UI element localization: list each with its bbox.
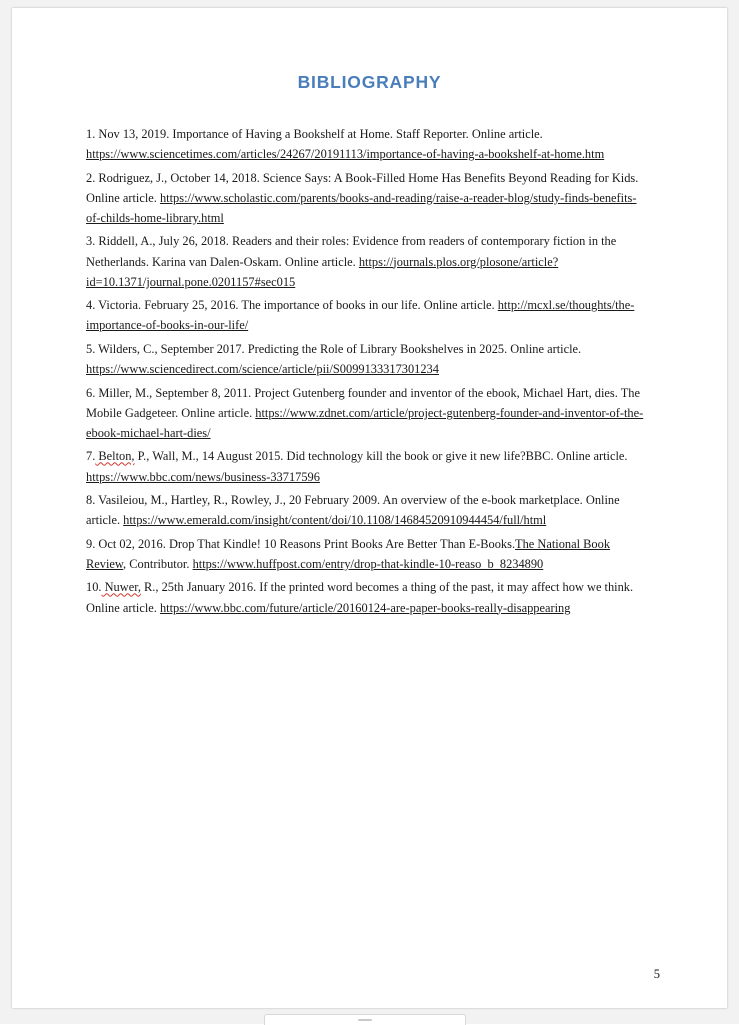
entry-text: Victoria. February 25, 2016. The importance of books in our life. Online article. (95, 298, 498, 313)
bibliography-entry (86, 534, 649, 574)
citation-link[interactable]: http://mcxl.se/thoughts/the-importance-of-books-in-our-life/ (86, 298, 635, 333)
entry-number: 2. (86, 170, 96, 185)
scroll-nub-icon (358, 1019, 372, 1021)
entry-text: Vasileiou, M., Hartley, R., Rowley, J., 20 February 2009. An overview of the e-book marketplace. Online article. (86, 493, 620, 528)
entry-text: Riddell, A., July 26, 2018. Readers and their roles: Evidence from readers of contemporary fiction in the Netherlands. Karina van Dalen-Oskam. Online article. (86, 234, 617, 269)
bibliography-list (86, 124, 649, 621)
next-page-edge (264, 1014, 466, 1025)
citation-link[interactable]: https://www.emerald.com/insight/content/doi/10.1108/14684520910944454/full/html (123, 513, 547, 528)
source-name: The National Book Review (86, 536, 611, 571)
entry-text: R., 25th January 2016. If the printed word becomes a thing of the past, it may affect how we think. Online article. (86, 580, 634, 615)
entry-number: 1. (86, 127, 96, 141)
bibliography-entry (86, 168, 649, 228)
bibliography-entry (86, 383, 649, 443)
citation-link[interactable]: https://www.zdnet.com/article/project-gutenberg-founder-and-inventor-of-the-ebook-michael-hart-dies/ (86, 405, 644, 440)
entry-number: 5. (86, 341, 96, 356)
citation-link[interactable]: https://www.sciencedirect.com/science/article/pii/S0099133317301234 (86, 362, 439, 377)
bibliography-entry (86, 577, 649, 617)
citation-link[interactable]: https://www.bbc.com/news/business-33717596 (86, 469, 320, 484)
entry-number: 9. (86, 536, 96, 551)
citation-link[interactable]: https://journals.plos.org/plosone/article?id=10.1371/journal.pone.0201157#sec015 (86, 254, 559, 289)
entry-text: Nov 13, 2019. Importance of Having a Bookshelf at Home. Staff Reporter. Online article. (95, 127, 543, 141)
entry-text: P., Wall, M., 14 August 2015. Did technology kill the book or give it new life?BBC. Online article. (134, 449, 628, 464)
entry-text: Oct 02, 2016. Drop That Kindle! 10 Reasons Print Books Are Better Than E-Books. (95, 536, 516, 551)
citation-link[interactable]: https://www.sciencetimes.com/articles/24267/20191113/importance-of-having-a-bookshelf-at-home.htm (86, 147, 605, 162)
citation-link[interactable]: https://www.huffpost.com/entry/drop-that-kindle-10-reaso_b_8234890 (192, 556, 544, 571)
bibliography-entry (86, 295, 649, 335)
citation-link[interactable]: https://www.bbc.com/future/article/20160124-are-paper-books-really-disappearing (159, 600, 571, 615)
spelling-error-text: Nuwer, (101, 580, 141, 595)
entry-number: 4. (86, 298, 96, 313)
entry-text: , Contributor. (123, 556, 193, 571)
entry-text: Rodriguez, J., October 14, 2018. Science Says: A Book-Filled Home Has Benefits Beyond Reading for Kids. Online article. (86, 170, 639, 205)
page-title: BIBLIOGRAPHY (297, 72, 442, 92)
citation-link[interactable]: https://www.scholastic.com/parents/books-and-reading/raise-a-reader-blog/study-finds-benefits-of-childs-home-library.html (86, 190, 637, 225)
spelling-error-text: Belton, (95, 449, 135, 464)
bibliography-entry (86, 339, 649, 379)
page-number: 5 (653, 967, 660, 981)
document-page (12, 8, 727, 1008)
bibliography-entry (86, 490, 649, 530)
entry-number: 3. (86, 234, 96, 249)
entry-number: 6. (86, 385, 96, 400)
bibliography-entry (86, 446, 649, 486)
entry-number: 8. (86, 493, 96, 508)
bibliography-entry (86, 124, 649, 164)
entry-number: 10. (86, 580, 102, 595)
bibliography-entry (86, 231, 649, 291)
entry-text: Wilders, C., September 2017. Predicting the Role of Library Bookshelves in 2025. Online article. (95, 341, 582, 356)
entry-text: Miller, M., September 8, 2011. Project Gutenberg founder and inventor of the ebook, Michael Hart, dies. The Mobile Gadgeteer. Online article. (86, 385, 640, 420)
entry-number: 7. (86, 449, 96, 464)
